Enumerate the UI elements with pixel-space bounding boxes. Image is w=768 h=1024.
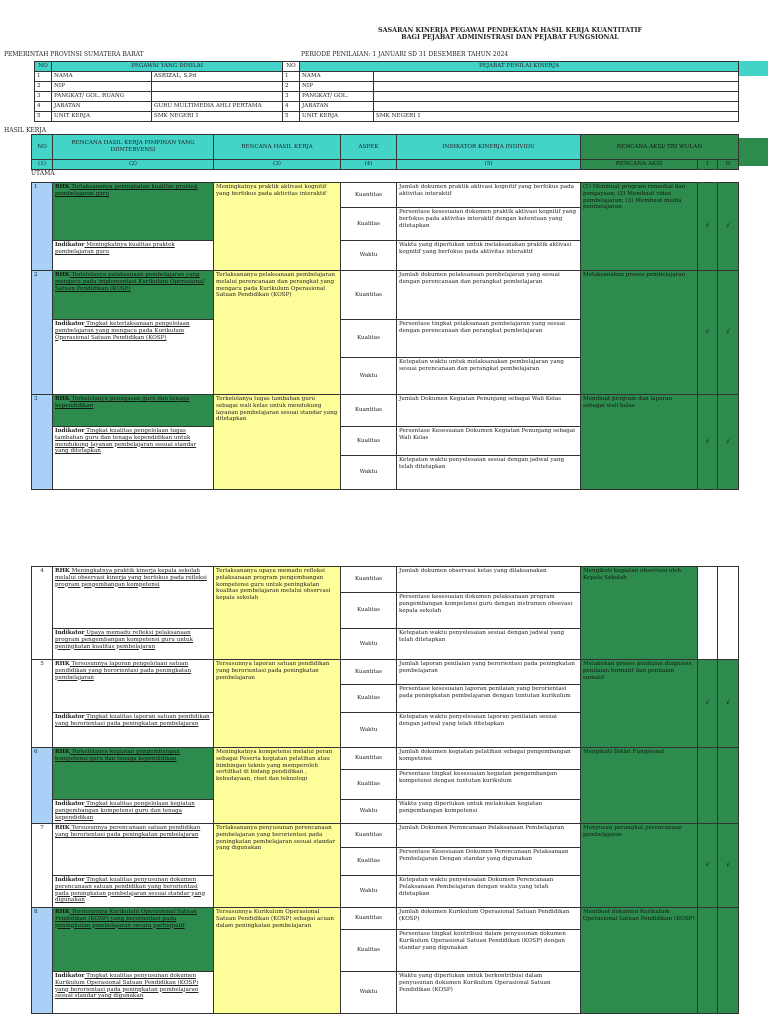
aspek-kualitas: Kualitas [341, 320, 397, 358]
indikator-waktu: Ketepatan waktu penyelesaian sesuai dengan jadwal yang telah ditetapkan [397, 629, 581, 660]
aspek-kuantitas: Kuantitas [341, 395, 397, 427]
col-tw-2: II [718, 160, 739, 170]
aspek-waktu: Waktu [341, 456, 397, 490]
id-row-nip: 2 NIP 2 NIP [35, 82, 739, 92]
id-row-nama: 1 NAMA ASRIZAL, S.Pd 1 NAMA [35, 72, 739, 82]
indikator-pimpinan: Indikator Meningkatnya kualitas praktek pembelajaran guru [53, 241, 214, 271]
identity-table [34, 61, 739, 122]
aspek-kuantitas: Kuantitas [341, 660, 397, 685]
col-tw-1: I [698, 160, 718, 170]
indikator-waktu: Waktu yang diperlukan untuk melakukan kegiatan pengembangan kompetensi [397, 800, 581, 824]
aspek-kualitas: Kualitas [341, 685, 397, 713]
col-num-3: (3) [214, 160, 341, 170]
aspek-kualitas: Kualitas [341, 593, 397, 629]
rencana-aksi: Mengikuti kegiatan observasi oleh Kepala Sekolah [581, 567, 698, 660]
check-tw1: √ [698, 271, 718, 395]
check-tw1: √ [698, 183, 718, 271]
item-no: 4 [32, 567, 53, 660]
aspek-kualitas: Kualitas [341, 930, 397, 972]
rhk-pimpinan: RHK Terlelolanya pelaksanaan pembelajaran yang mengacu pada implementasi Kurikulum Operasional Satuan Pendidikan (KOSP) [53, 271, 214, 320]
check-tw1-empty [698, 567, 718, 660]
rencana-aksi: (1) Membuat program remedial dan pengayaan; (2) Membuat video pembelajaran; (3) Membuat media pembelajaran [581, 183, 698, 271]
rhk-pimpinan: RHK Meningkatnya praktik kinerja kepala sekolah melalui observasi kinerja yang berfokus pada refleksi program pengembangan kompetensi [53, 567, 214, 629]
aspek-waktu: Waktu [341, 876, 397, 908]
table-row [32, 660, 739, 685]
utama-label: UTAMA [31, 170, 55, 177]
indikator-kuantitas: Jumlah dokumen Kurikulum Operasional Satuan Pendidikan (KOSP) [397, 908, 581, 930]
item-no: 3 [32, 395, 53, 490]
id-col-no-2: NO [283, 62, 300, 72]
aspek-kualitas: Kualitas [341, 208, 397, 241]
aspek-kualitas: Kualitas [341, 770, 397, 800]
rhk-pimpinan: RHK Tersusunnya perencanaan satuan pendidikan yang berorientasi pada peningkatan pembelajaran [53, 824, 214, 876]
col-no: NO [32, 135, 53, 160]
indikator-kuantitas: Jumlah dokumen pelaksanaan pembelajaran yang sesuai dengan perencanaan dan perangkat pembelajaran [397, 271, 581, 320]
check-tw1: √ [698, 824, 718, 908]
check-tw2: √ [718, 183, 739, 271]
hasil-kerja-header [31, 134, 739, 170]
rhk: Tersusunnya laporan satuan pendidikan yang berorientasi pada peningkatan pembelajaran [214, 660, 341, 748]
check-tw2-empty [718, 748, 739, 824]
check-tw2: √ [718, 824, 739, 908]
table-row [32, 567, 739, 593]
indikator-kuantitas: Jumlah dokumen praktik aktivasi kognitif yang berfokus pada aktivitas interaktif [397, 183, 581, 208]
id-row-pangkat: 3 PANGKAT/ GOL. RUANG 3 PANGKAT/ GOL. [35, 92, 739, 102]
aspek-waktu: Waktu [341, 629, 397, 660]
col-rhk: RENCANA HASIL KERJA [214, 135, 341, 160]
indikator-kuantitas: Jumlah dokumen kegiatan pelatihan sebagai pengembangan kompetensi [397, 748, 581, 770]
rhk-pimpinan: RHK Terkelolanya kegiatan pengembangan kompetensi guru dan tenaga kependidikan [53, 748, 214, 800]
pegawai-jabatan: GURU MULTIMEDIA AHLI PERTAMA [152, 102, 283, 112]
indikator-waktu: Ketepatan waktu penyelesaian sesuai dengan jadwal yang telah ditetapkan [397, 456, 581, 490]
item-no: 1 [32, 183, 53, 271]
indikator-pimpinan: Indikator Tingkat kualitas pengelolaan tugas tambahan guru dan tenaga kependidikan untuk mendukung layanan pembelajaran sesuai standar yang ditetapkan [53, 427, 214, 490]
check-tw2-empty [718, 908, 739, 1014]
indikator-pimpinan: Indikator Upaya memadu refleksi pelaksanaan program pengembangan kompetensi guru untuk peningkatan kualitas pembelajaran [53, 629, 214, 660]
aspek-kuantitas: Kuantitas [341, 908, 397, 930]
table-row [32, 748, 739, 770]
table-row [32, 395, 739, 427]
id-row-unit: 5 UNIT KERJA SMK NEGERI 1 5 UNIT KERJA SMK NEGERI 1 [35, 112, 739, 122]
rhk-pimpinan: RHK Tersusunnya Kurikulum Operasional Satuan Pendidikan (KOSP) yang berorientasi pada peningkatan pembelajaran secara partisipatif [53, 908, 214, 972]
aspek-kualitas: Kualitas [341, 848, 397, 876]
indikator-pimpinan: Indikator Tingkat kualitas laporan satuan pendidikan yang berorientasi pada peningkatan pembelajaran [53, 713, 214, 748]
rencana-aksi: Menyusun perangkat perencanaan pembelajaran [581, 824, 698, 908]
pegawai-nama: ASRIZAL, S.Pd [152, 72, 283, 82]
indikator-kuantitas: Jumlah Dokumen Perencanaan Pelaksanaan Pembelajaran [397, 824, 581, 848]
rhk: Meningkatnya kompetensi melalui peran sebagai Peserta kegiatan pelatihan atau bimbingan teknis yang memperoleh sertifikat di bidang pendidikan , kebudayaan, riset dan teknologi [214, 748, 341, 824]
col-rencana-aksi: RENCANA AKSI [581, 160, 698, 170]
rencana-aksi: Melaksanakan proses pembelajaran [581, 271, 698, 395]
col-num-2: (2) [53, 160, 214, 170]
item-no: 2 [32, 271, 53, 395]
check-tw1: √ [698, 660, 718, 748]
check-tw1: √ [698, 395, 718, 490]
rencana-aksi: Membuat program dan laporan sebagai wali kelas [581, 395, 698, 490]
id-row-jabatan: 4 JABATAN GURU MULTIMEDIA AHLI PERTAMA 4 JABATAN [35, 102, 739, 112]
item-no: 8 [32, 908, 53, 1014]
check-tw2: √ [718, 271, 739, 395]
rhk: Terlaksananya pelaksanaan pembelajaran melalui perencanaan dan perangkat yang mengacu pada Kurikulum Operasional Satuan Pendidikan (KOSP) [214, 271, 341, 395]
aspek-kuantitas: Kuantitas [341, 824, 397, 848]
check-tw1-empty [698, 748, 718, 824]
green-strip [738, 138, 768, 166]
aspek-kuantitas: Kuantitas [341, 183, 397, 208]
aspek-kuantitas: Kuantitas [341, 748, 397, 770]
indikator-kualitas: Persentase kesesuaian dokumen pelaksanaan program pengembangan kompetensi guru dengan instrumen obsevasi kepala sekolah [397, 593, 581, 629]
rhk-pimpinan: RHK Tersusunnya laporan pengelolaan satuan pendidikan yang berorientasi pada peningkatan pembelajaran [53, 660, 214, 713]
indikator-waktu: Ketepatan waktu penyelesaian laporan penilaian sesuai dengan jadwal yang telah ditetapkan [397, 713, 581, 748]
hasil-kerja-table-page1 [31, 182, 739, 490]
indikator-kualitas: Persentase tingkat kontribusi dalam penyusunan dokumen Kurikulum Operasional Satuan Pendidikan (KOSP) dengan standar yang digunakan [397, 930, 581, 972]
rhk: Terlaksananya upaya memadu refleksi pelaksanaan program pengembangan kompetensi guru untuk peningkatan kualitas pembelajaran melalui observasi kepala sekolah [214, 567, 341, 660]
check-tw2: √ [718, 660, 739, 748]
indikator-kualitas: Persentase tingkat kesesuaian kegiatan pengembangan kompetensi dengan tuntutan kurikulum [397, 770, 581, 800]
table-row [32, 183, 739, 208]
table-row [32, 908, 739, 930]
rhk: Terkelolanya tugas tambahan guru sebagai wali kelas untuk mendukung layanan pembelajaran sesuai standar yang ditetapkan [214, 395, 341, 490]
aspek-kuantitas: Kuantitas [341, 271, 397, 320]
rencana-aksi: Melakukan proses penilaian diagnosis, penilaian formatif dan penilaian sumatif [581, 660, 698, 748]
table-row [32, 824, 739, 848]
indikator-pimpinan: Indikator Tingkat kualitas pengelolaan kegiatan pengembangan kompetensi guru dan tenaga kependidikan [53, 800, 214, 824]
id-col-no: NO [35, 62, 52, 72]
aspek-waktu: Waktu [341, 358, 397, 395]
indikator-waktu: Waktu yang diperlukan untuk berkontribusi dalam penyusunan dokumen Kurikulum Operasional Satuan Pendidikan (KOSP) [397, 972, 581, 1014]
pegawai-header: PEGAWAI YANG DINILAI [52, 62, 283, 72]
item-no: 7 [32, 824, 53, 908]
instansi-label: PEMERINTAH PROVINSI SUMATERA BARAT [4, 51, 144, 58]
hasil-kerja-table-page2 [31, 566, 739, 1014]
aspek-kualitas: Kualitas [341, 427, 397, 456]
indikator-kualitas: Persentase Kesesuaian Dokumen Perencanaan Pelaksanaan Pembelajaran Dengan standar yang digunakan [397, 848, 581, 876]
aspek-waktu: Waktu [341, 800, 397, 824]
col-indikator: INDIKATOR KINERJA INDIVIDU [397, 135, 581, 160]
aspek-waktu: Waktu [341, 241, 397, 271]
indikator-kuantitas: Jumlah laporan penilaian yang berorientasi pada peningkatan pembelajaran [397, 660, 581, 685]
col-num-1: (1) [32, 160, 53, 170]
rhk-pimpinan: RHK Terlaksananya peningkatan kualitas praktek pembelajaran guru [53, 183, 214, 241]
check-tw2: √ [718, 395, 739, 490]
rhk: Meningkatnya praktik aktivasi kognitif yang berfokus pada aktivitas interaktif [214, 183, 341, 271]
aspek-waktu: Waktu [341, 972, 397, 1014]
aspek-kuantitas: Kuantitas [341, 567, 397, 593]
penilai-header: PEJABAT PENILAI KINERJA [300, 62, 739, 72]
periode-label: PERIODE PENILAIAN: 1 JANUARI SD 31 DESEMBER TAHUN 2024 [301, 51, 509, 58]
col-rhk-pimpinan: RENCANA HASIL KERJA PIMPINAN YANG DIINTERVENSI [53, 135, 214, 160]
col-num-4: (4) [341, 160, 397, 170]
aspek-waktu: Waktu [341, 713, 397, 748]
rhk: Terlaksananya penyusunan perencanaan pembelajaran yang berorientasi pada peningkatan pembelajaran sesuai standar yang digunakan [214, 824, 341, 908]
teal-strip [738, 61, 768, 76]
indikator-waktu: Ketepatan waktu untuk melaksanakan pembelajaran yang sesuai perencanaan dan perangkat pembelajaran [397, 358, 581, 395]
table-row [32, 271, 739, 320]
col-rencana-aksi-tw: RENCANA AKSI/ TRI WULAN [581, 135, 739, 160]
rhk: Tersusunnya Kurikulum Operasional Satuan Pendidikan (KOSP) sebagai acuan dalam peningkatan pembelajaran [214, 908, 341, 1014]
item-no: 5 [32, 660, 53, 748]
document-subtitle: BAGI PEJABAT ADMINISTRASI DAN PEJABAT FUNGSIONAL [401, 33, 619, 41]
rencana-aksi: Membuat dokumen Kurikulum Operasional Satuan Pendidikan (KOSP) [581, 908, 698, 1014]
indikator-pimpinan: Indikator Tingkat keterlaksanaan pengelolaan pembelajaran yang mengacu pada Kurikulum Operasional Satuan Pendidikan (KOSP) [53, 320, 214, 395]
col-num-5: (5) [397, 160, 581, 170]
item-no: 6 [32, 748, 53, 824]
indikator-kuantitas: Jumlah Dokumen Kegiatan Penunjang sebagai Wali Kelas [397, 395, 581, 427]
indikator-kualitas: Persentase tingkat pelaksanaan pembelajaran yang sesuai dengan perencanaan dan perangkat pembelajaran [397, 320, 581, 358]
indikator-waktu: Ketepatan waktu penyelesaian Dokumen Perencanaan Pelaksanaan Pembelajaran dengan waktu yang telah ditetapkan [397, 876, 581, 908]
hasil-kerja-label: HASIL KERJA [4, 127, 47, 134]
document-title: SASARAN KINERJA PEGAWAI PENDEKATAN HASIL KERJA KUANTITATIF [377, 26, 643, 34]
rhk-pimpinan: RHK Terkelolanya penugasan guru dan tenaga kependidikan [53, 395, 214, 427]
indikator-kualitas: Persentase kesesuaian laporan penilaian yang berorientasi pada peningkatan pembelajaran dengan tuntutan kurikulum [397, 685, 581, 713]
indikator-pimpinan: Indikator Tingkat kualitas penyusunan dokumen Kurikulum Operasional Satuan Pendidikan (KOSP) yang berorientasi pada peningkatan pembelajaran sesuai standar yang digunakan [53, 972, 214, 1014]
col-aspek: ASPEK [341, 135, 397, 160]
indikator-kualitas: Persentase Kesesuaian Dokumen Kegiatan Penunjang sebagai Wali Kelas [397, 427, 581, 456]
rencana-aksi: Mengikuti Diklat Fungsional [581, 748, 698, 824]
indikator-waktu: Waktu yang diperlukan untuk melaksanakan praktik aktivasi kognitif yang berfokus pada aktivitas interaktif [397, 241, 581, 271]
indikator-kuantitas: Jumlah dokumen observasi kelas yang dilaksanakan [397, 567, 581, 593]
check-tw1-empty [698, 908, 718, 1014]
indikator-pimpinan: Indikator Tingkat kualitas penyusunan dokumen perencanaan satuan pendidikan yang berorientasi pada peningkatan pembelajaran sesuai standar yang digunakan [53, 876, 214, 908]
indikator-kualitas: Persentase kesesuaian dokumen praktik aktivasi kognitif yang berfokus pada aktivitas interaktif dengan ketentuan yang ditetapkan [397, 208, 581, 241]
check-tw2-empty [718, 567, 739, 660]
